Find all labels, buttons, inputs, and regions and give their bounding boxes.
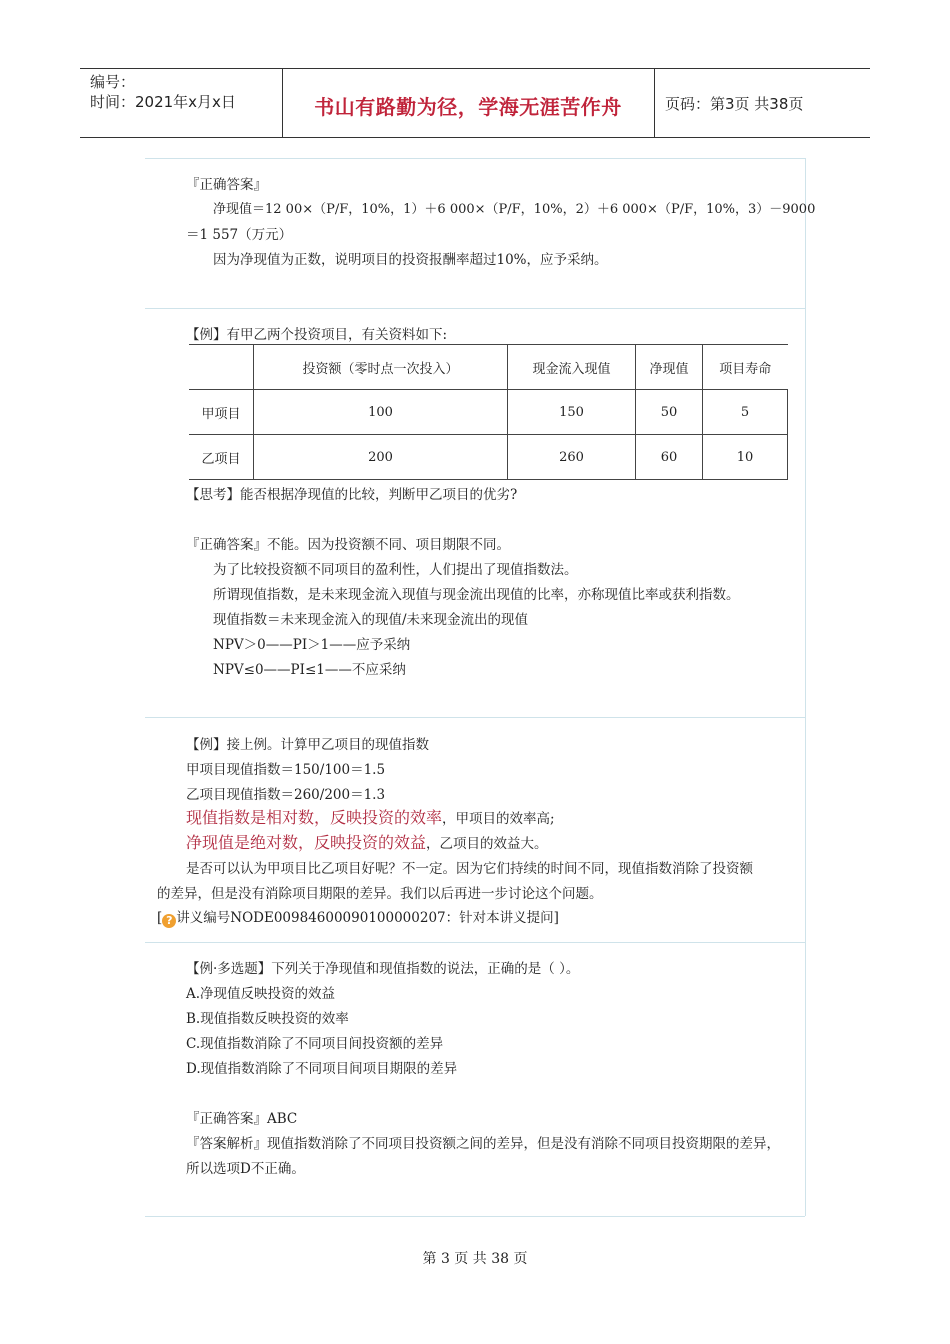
efficiency-highlight: 现值指数是相对数，反映投资的效率 [186, 808, 443, 827]
pi-formula: 现值指数＝未来现金流入的现值/未来现金流出的现值 [213, 612, 529, 628]
table-cell: 260 [508, 435, 636, 480]
motto: 书山有路勤为径，学海无涯苦作舟 [314, 95, 622, 119]
code-label: 编号： [90, 73, 136, 91]
option-c: C.现值指数消除了不同项目间投资额的差异 [186, 1036, 444, 1052]
table-cell: 60 [636, 435, 703, 480]
time-label: 时间：2021年x月x日 [90, 93, 236, 111]
pi-rule-reject: NPV≤0——PI≤1——不应采纳 [213, 662, 406, 678]
table-header-cell: 现金流入现值 [508, 345, 636, 390]
table-header-cell: 净现值 [636, 345, 703, 390]
think-question: 【思考】能否根据净现值的比较，判断甲乙项目的优劣? [186, 487, 518, 503]
table-header-cell: 项目寿命 [703, 345, 788, 390]
multi-choice-question: 【例·多选题】下列关于净现值和现值指数的说法，正确的是（ ）。 [186, 961, 580, 977]
table-row [189, 390, 788, 435]
discussion-line1: 是否可以认为甲项目比乙项目好呢？不一定。因为它们持续的时间不同，现值指数消除了投资额 [186, 861, 753, 877]
table-cell: 甲项目 [189, 390, 254, 435]
pi-calc-yi: 乙项目现值指数＝260/200＝1.3 [186, 787, 386, 803]
page-header [80, 68, 870, 138]
section-divider [145, 158, 805, 159]
table-cell: 150 [508, 390, 636, 435]
question-icon: ? [162, 914, 176, 928]
table-header-cell: 投资额（零时点一次投入） [254, 345, 508, 390]
mc-analysis-line1: 『答案解析』现值指数消除了不同项目投资额之间的差异，但是没有消除不同项目投资期限的差异， [186, 1136, 780, 1152]
option-b: B.现值指数反映投资的效率 [186, 1011, 349, 1027]
table-header-row [189, 345, 788, 390]
lecture-note-text: 讲义编号NODE00984600090100000207：针对本讲义提问] [176, 910, 559, 926]
frame-right-border [805, 158, 806, 1216]
answer-title: 『正确答案』 [186, 177, 267, 193]
benefit-statement [186, 834, 548, 853]
link-bracket: [ [157, 910, 163, 926]
example-intro: 【例】有甲乙两个投资项目，有关资料如下: [186, 327, 448, 343]
lecture-question-link[interactable] [157, 909, 559, 928]
efficiency-tail: ，甲项目的效率高; [442, 811, 555, 827]
benefit-highlight: 净现值是绝对数，反映投资的效益 [186, 833, 427, 852]
table-cell: 5 [703, 390, 788, 435]
table-cell: 100 [254, 390, 508, 435]
header-page-cell [655, 69, 870, 137]
npv-formula-line1: 净现值＝12 00×（P/F，10%，1）＋6 000×（P/F，10%，2）＋6 000×（P/F，10%，3）－9000 [213, 202, 816, 217]
table-cell: 50 [636, 390, 703, 435]
section-divider [145, 308, 805, 309]
npv-formula-line2: ＝1 557（万元） [186, 227, 293, 243]
option-d: D.现值指数消除了不同项目间项目期限的差异 [186, 1061, 458, 1077]
benefit-tail: ，乙项目的效益大。 [426, 836, 548, 852]
pi-intro: 为了比较投资额不同项目的盈利性，人们提出了现值指数法。 [213, 562, 578, 578]
example-followup: 【例】接上例。计算甲乙项目的现值指数 [186, 737, 429, 753]
project-data-table [189, 344, 788, 480]
discussion-line2: 的差异，但是没有消除项目期限的差异。我们以后再进一步讨论这个问题。 [157, 886, 603, 902]
mc-analysis-line2: 所以选项D不正确。 [186, 1161, 305, 1177]
table-cell: 乙项目 [189, 435, 254, 480]
table-header-cell [189, 345, 254, 390]
pi-calc-jia: 甲项目现值指数＝150/100＝1.5 [186, 762, 386, 778]
table-cell: 10 [703, 435, 788, 480]
think-answer: 『正确答案』不能。因为投资额不同、项目期限不同。 [186, 537, 510, 553]
pi-definition: 所谓现值指数，是未来现金流入现值与现金流出现值的比率，亦称现值比率或获利指数。 [213, 587, 740, 603]
section-divider [145, 942, 805, 943]
page-footer: 第 3 页 共 38 页 [422, 1251, 528, 1267]
mc-answer: 『正确答案』ABC [186, 1111, 298, 1127]
section-divider [145, 1216, 805, 1217]
pi-rule-accept: NPV＞0——PI＞1——应予采纳 [213, 637, 411, 653]
table-cell: 200 [254, 435, 508, 480]
npv-conclusion: 因为净现值为正数，说明项目的投资报酬率超过10%，应予采纳。 [213, 252, 608, 268]
option-a: A.净现值反映投资的效益 [186, 986, 336, 1002]
section-divider [145, 717, 805, 718]
header-motto-cell [282, 69, 655, 137]
table-row [189, 435, 788, 480]
efficiency-statement [186, 809, 555, 828]
header-meta [80, 69, 283, 137]
page-info: 页码：第3页 共38页 [665, 95, 804, 113]
